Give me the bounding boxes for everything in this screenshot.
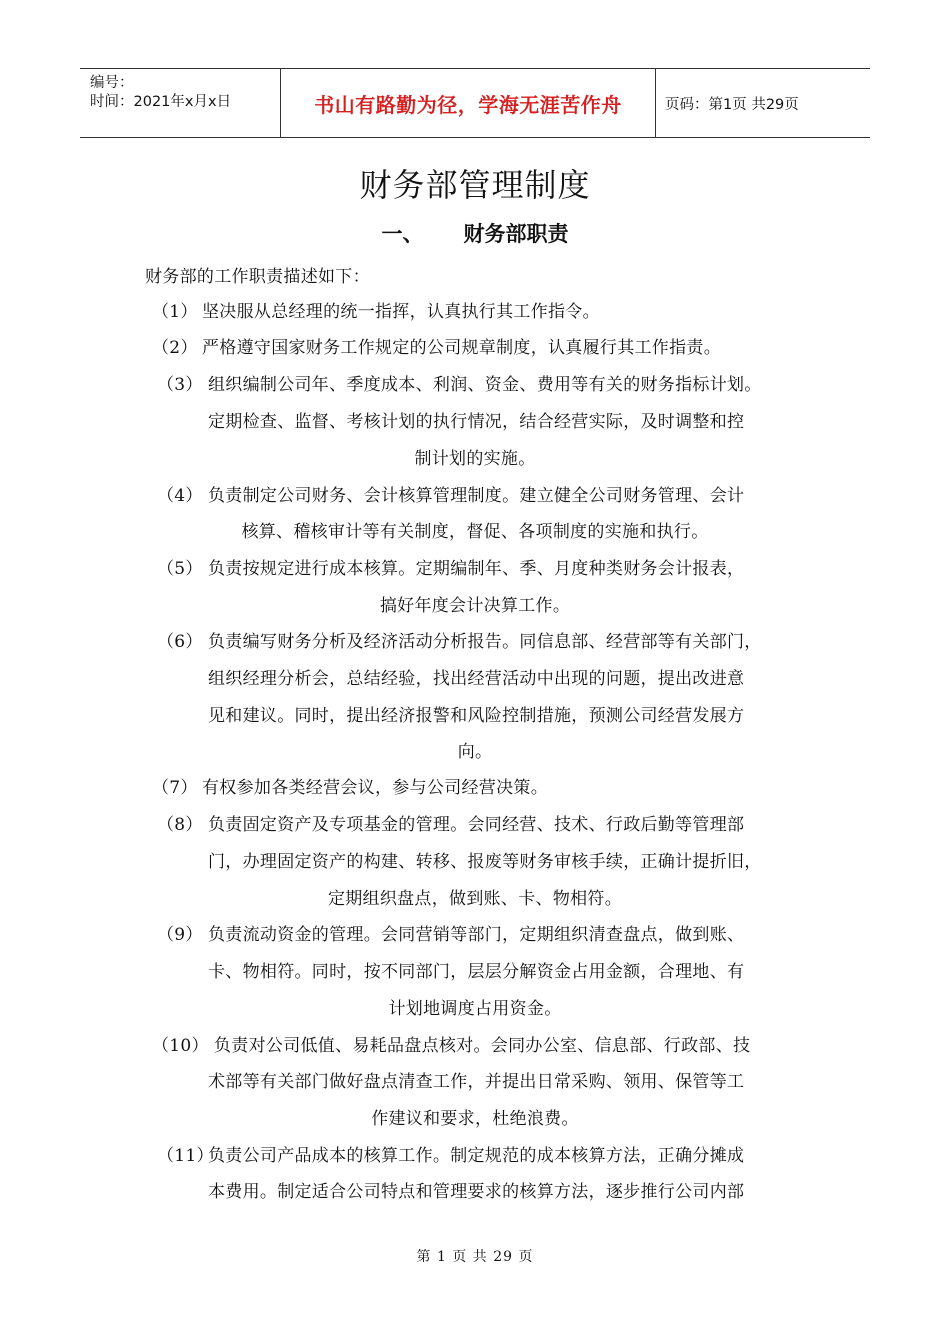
item-line: 负责编写财务分析及经济活动分析报告。同信息部、经营部等有关部门，: [208, 632, 762, 652]
item-line: 坚决服从总经理的统一指挥，认真执行其工作指令。: [202, 302, 600, 322]
document-title: 财务部管理制度: [359, 166, 591, 204]
item-number: （4）: [157, 486, 203, 506]
item-line: 负责流动资金的管理。会同营销等部门，定期组织清查盘点，做到账、: [208, 925, 745, 945]
item-line: 搞好年度会计决算工作。: [379, 596, 571, 616]
item-line: 有权参加各类经营会议，参与公司经营决策。: [202, 778, 548, 798]
item-line: 向。: [457, 742, 493, 762]
item-number: （1）: [152, 302, 198, 322]
motto: 书山有路勤为径，学海无涯苦作舟: [314, 92, 622, 117]
item-line: 门，办理固定资产的构建、转移、报废等财务审核手续，正确计提折旧，: [208, 852, 762, 872]
item-line: 定期检查、监督、考核计划的执行情况，结合经营实际，及时调整和控: [208, 412, 745, 432]
item-line: 负责制定公司财务、会计核算管理制度。建立健全公司财务管理、会计: [208, 486, 745, 506]
item-line: 计划地调度占用资金。: [388, 999, 562, 1019]
item-number: （11）: [157, 1146, 214, 1166]
item-line: 负责按规定进行成本核算。定期编制年、季、月度种类财务会计报表，: [208, 559, 745, 579]
section-heading: [0, 218, 950, 248]
page-footer: 第 1 页 共 29 页: [416, 1249, 534, 1265]
item-number: （7）: [152, 778, 198, 798]
item-line: 负责公司产品成本的核算工作。制定规范的成本核算方法，正确分摊成: [208, 1146, 745, 1166]
item-number: （6）: [157, 632, 203, 652]
time-label: 时间：2021年x月x日: [90, 94, 232, 110]
item-number: （3）: [157, 375, 203, 395]
item-line: 负责固定资产及专项基金的管理。会同经营、技术、行政后勤等管理部: [208, 815, 745, 835]
header-meta: [80, 69, 280, 137]
number-label: 编号：: [90, 75, 134, 91]
item-line: 负责对公司低值、易耗品盘点核对。会同办公室、信息部、行政部、技: [214, 1036, 751, 1056]
page-header: [80, 68, 870, 138]
item-line: 严格遵守国家财务工作规定的公司规章制度，认真履行其工作指责。: [202, 338, 721, 358]
item-line: 作建议和要求，杜绝浪费。: [371, 1109, 579, 1129]
item-line: 组织经理分析会，总结经验，找出经营活动中出现的问题，提出改进意: [208, 669, 745, 689]
header-page-cell: [655, 69, 870, 137]
item-number: （9）: [157, 925, 203, 945]
section-title: 财务部职责: [463, 222, 569, 246]
item-line: 核算、稽核审计等有关制度，督促、各项制度的实施和执行。: [241, 522, 709, 542]
item-line: 制计划的实施。: [414, 449, 536, 469]
item-number: （2）: [152, 338, 198, 358]
item-number: （10）: [152, 1036, 209, 1056]
item-number: （8）: [157, 815, 203, 835]
section-number: 一、: [381, 222, 424, 246]
item-line: 术部等有关部门做好盘点清查工作，并提出日常采购、领用、保管等工: [208, 1072, 745, 1092]
item-line: 本费用。制定适合公司特点和管理要求的核算方法，逐步推行公司内部: [208, 1182, 745, 1202]
item-line: 见和建议。同时，提出经济报警和风险控制措施，预测公司经营发展方: [208, 706, 745, 726]
item-number: （5）: [157, 559, 203, 579]
item-line: 组织编制公司年、季度成本、利润、资金、费用等有关的财务指标计划。: [208, 375, 762, 395]
intro-text: 财务部的工作职责描述如下：: [145, 267, 370, 287]
item-line: 定期组织盘点，做到账、卡、物相符。: [327, 889, 623, 909]
page-info: 页码：第1页 共29页: [665, 96, 799, 113]
header-motto-cell: [280, 69, 656, 137]
item-line: 卡、物相符。同时，按不同部门，层层分解资金占用金额，合理地、有: [208, 962, 745, 982]
